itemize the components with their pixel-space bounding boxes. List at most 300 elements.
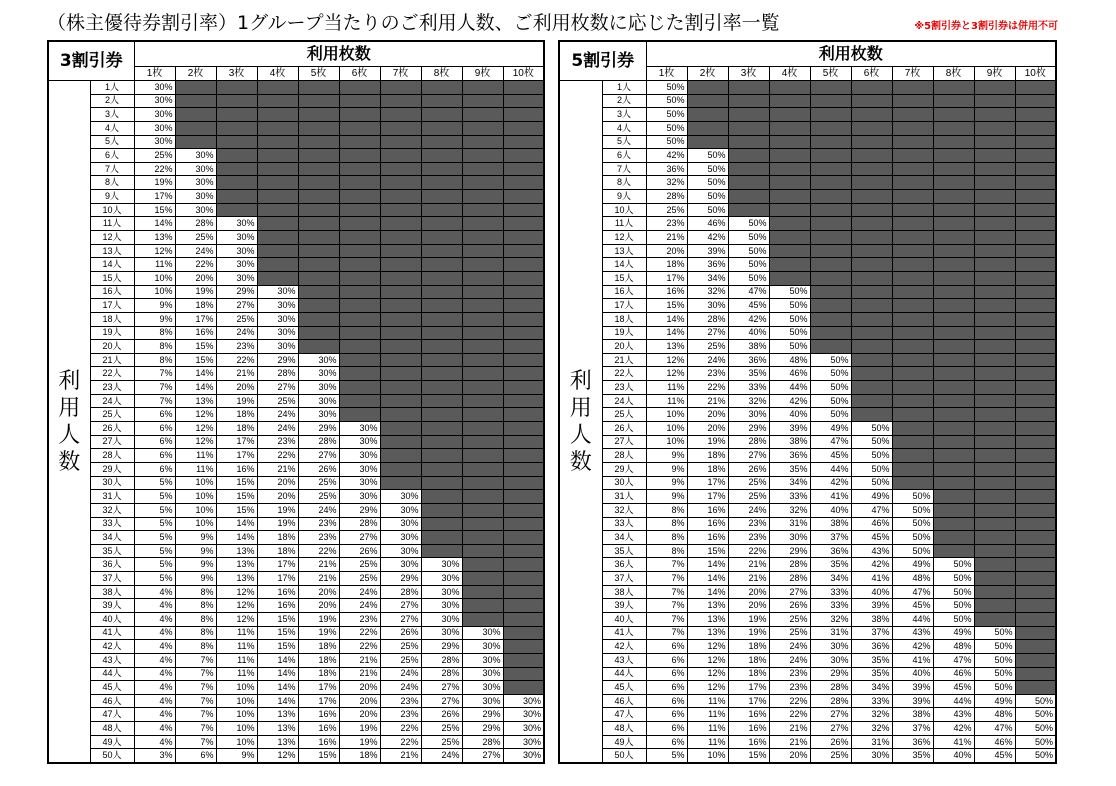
unavailable-cell	[339, 135, 380, 149]
unavailable-cell	[1015, 203, 1056, 217]
discount-rate-cell: 32%	[687, 285, 728, 299]
unavailable-cell	[421, 258, 462, 272]
discount-rate-cell: 37%	[892, 722, 933, 736]
unavailable-cell	[421, 162, 462, 176]
discount-rate-cell: 42%	[851, 558, 892, 572]
unavailable-cell	[1015, 462, 1056, 476]
discount-rate-cell: 29%	[380, 572, 421, 586]
table-row	[48, 503, 544, 517]
discount-rate-cell: 6%	[134, 449, 175, 463]
discount-rate-cell: 19%	[175, 285, 216, 299]
discount-rate-cell: 23%	[728, 531, 769, 545]
sheet-count-header: 9枚	[462, 67, 503, 81]
unavailable-cell	[892, 422, 933, 436]
discount-rate-cell: 20%	[728, 585, 769, 599]
discount-rate-cell: 14%	[134, 217, 175, 231]
unavailable-cell	[851, 94, 892, 108]
unavailable-cell	[1015, 353, 1056, 367]
unavailable-cell	[421, 490, 462, 504]
discount-rate-cell: 30%	[339, 435, 380, 449]
discount-rate-cell: 24%	[421, 749, 462, 763]
unavailable-cell	[974, 503, 1015, 517]
discount-rate-cell: 30%	[810, 640, 851, 654]
discount-rate-cell: 21%	[257, 462, 298, 476]
discount-rate-cell: 29%	[257, 353, 298, 367]
discount-rate-cell: 50%	[687, 162, 728, 176]
table-row	[48, 449, 544, 463]
unavailable-cell	[462, 312, 503, 326]
people-count-cell: 48人	[90, 722, 134, 736]
discount-rate-cell: 50%	[769, 340, 810, 354]
discount-rate-cell: 40%	[810, 503, 851, 517]
discount-rate-cell: 15%	[216, 503, 257, 517]
discount-rate-cell: 37%	[851, 626, 892, 640]
discount-rate-cell: 30%	[257, 312, 298, 326]
unavailable-cell	[810, 231, 851, 245]
people-count-cell: 41人	[90, 626, 134, 640]
discount-rate-cell: 16%	[298, 735, 339, 749]
discount-rate-cell: 16%	[646, 285, 687, 299]
unavailable-cell	[933, 394, 974, 408]
unavailable-cell	[421, 408, 462, 422]
discount-rate-cell: 27%	[257, 381, 298, 395]
table-row	[48, 394, 544, 408]
unavailable-cell	[216, 94, 257, 108]
people-count-cell: 19人	[90, 326, 134, 340]
discount-rate-cell: 28%	[810, 694, 851, 708]
discount-rate-cell: 15%	[687, 544, 728, 558]
unavailable-cell	[892, 231, 933, 245]
table-row	[559, 285, 1056, 299]
unavailable-cell	[421, 135, 462, 149]
discount-rate-cell: 7%	[175, 722, 216, 736]
discount-rate-cell: 36%	[810, 544, 851, 558]
discount-rate-cell: 22%	[380, 735, 421, 749]
unavailable-cell	[933, 285, 974, 299]
table-row	[559, 735, 1056, 749]
discount-rate-cell: 12%	[687, 640, 728, 654]
discount-rate-cell: 17%	[134, 190, 175, 204]
discount-rate-cell: 17%	[216, 435, 257, 449]
unavailable-cell	[1015, 299, 1056, 313]
table-row	[559, 572, 1056, 586]
table-row	[48, 258, 544, 272]
discount-rate-cell: 24%	[257, 422, 298, 436]
discount-rate-cell: 5%	[134, 558, 175, 572]
discount-rate-cell: 30%	[380, 544, 421, 558]
discount-rate-cell: 46%	[974, 735, 1015, 749]
discount-rate-cell: 16%	[257, 599, 298, 613]
discount-rate-cell: 33%	[810, 599, 851, 613]
discount-rate-cell: 16%	[298, 708, 339, 722]
table-row	[559, 531, 1056, 545]
table-row	[559, 121, 1056, 135]
unavailable-cell	[1015, 490, 1056, 504]
people-count-cell: 37人	[90, 572, 134, 586]
unavailable-cell	[462, 217, 503, 231]
table-row	[48, 422, 544, 436]
discount-rate-cell: 25%	[339, 572, 380, 586]
discount-rate-cell: 42%	[933, 722, 974, 736]
discount-rate-cell: 30%	[462, 640, 503, 654]
discount-rate-cell: 50%	[974, 626, 1015, 640]
discount-rate-cell: 22%	[769, 694, 810, 708]
people-count-cell: 46人	[90, 694, 134, 708]
discount-rate-cell: 12%	[687, 681, 728, 695]
table-row	[48, 517, 544, 531]
discount-rate-cell: 21%	[298, 572, 339, 586]
discount-rate-cell: 50%	[769, 299, 810, 313]
discount-rate-cell: 30%	[339, 422, 380, 436]
unavailable-cell	[892, 367, 933, 381]
unavailable-cell	[380, 149, 421, 163]
unavailable-cell	[974, 408, 1015, 422]
unavailable-cell	[1015, 626, 1056, 640]
unavailable-cell	[257, 258, 298, 272]
discount-rate-cell: 50%	[1015, 694, 1056, 708]
sheet-count-header: 5枚	[810, 67, 851, 81]
people-count-cell: 7人	[602, 162, 646, 176]
discount-rate-cell: 27%	[810, 722, 851, 736]
discount-rate-cell: 45%	[974, 749, 1015, 763]
people-count-cell: 10人	[90, 203, 134, 217]
table-row	[559, 708, 1056, 722]
discount-rate-cell: 13%	[687, 612, 728, 626]
discount-rate-cell: 50%	[851, 462, 892, 476]
discount-rate-cell: 22%	[728, 544, 769, 558]
discount-rate-cell: 28%	[687, 312, 728, 326]
unavailable-cell	[810, 162, 851, 176]
discount-rate-cell: 8%	[175, 626, 216, 640]
unavailable-cell	[339, 394, 380, 408]
unavailable-cell	[339, 176, 380, 190]
discount-rate-cell: 11%	[687, 735, 728, 749]
unavailable-cell	[810, 121, 851, 135]
discount-rate-cell: 3%	[134, 749, 175, 763]
unavailable-cell	[462, 162, 503, 176]
discount-rate-cell: 39%	[892, 694, 933, 708]
table-row	[48, 108, 544, 122]
unavailable-cell	[974, 544, 1015, 558]
table-row	[48, 353, 544, 367]
discount-rate-cell: 11%	[646, 381, 687, 395]
discount-rate-cell: 46%	[933, 667, 974, 681]
discount-rate-cell: 28%	[810, 681, 851, 695]
discount-rate-cell: 9%	[646, 462, 687, 476]
unavailable-cell	[1015, 367, 1056, 381]
discount-rate-cell: 28%	[421, 653, 462, 667]
discount-rate-cell: 50%	[892, 531, 933, 545]
discount-rate-cell: 24%	[339, 599, 380, 613]
unavailable-cell	[892, 462, 933, 476]
unavailable-cell	[298, 312, 339, 326]
discount-rate-cell: 7%	[646, 585, 687, 599]
table-row	[48, 585, 544, 599]
unavailable-cell	[728, 135, 769, 149]
unavailable-cell	[339, 340, 380, 354]
unavailable-cell	[974, 599, 1015, 613]
discount-rate-cell: 50%	[687, 176, 728, 190]
discount-rate-cell: 7%	[646, 558, 687, 572]
discount-rate-cell: 7%	[646, 599, 687, 613]
table-row	[559, 340, 1056, 354]
discount-rate-cell: 22%	[298, 544, 339, 558]
discount-rate-cell: 12%	[134, 244, 175, 258]
unavailable-cell	[380, 203, 421, 217]
discount-rate-cell: 13%	[687, 599, 728, 613]
discount-rate-cell: 50%	[851, 476, 892, 490]
discount-rate-cell: 42%	[646, 149, 687, 163]
discount-rate-cell: 29%	[728, 422, 769, 436]
unavailable-cell	[462, 612, 503, 626]
unavailable-cell	[421, 231, 462, 245]
discount-rate-cell: 50%	[810, 367, 851, 381]
table-row	[48, 149, 544, 163]
people-count-cell: 43人	[602, 653, 646, 667]
discount-rate-cell: 11%	[216, 667, 257, 681]
discount-rate-cell: 20%	[646, 244, 687, 258]
discount-rate-cell: 22%	[687, 381, 728, 395]
discount-rate-cell: 33%	[851, 694, 892, 708]
unavailable-cell	[298, 299, 339, 313]
discount-rate-cell: 39%	[851, 599, 892, 613]
discount-rate-cell: 40%	[728, 326, 769, 340]
unavailable-cell	[974, 94, 1015, 108]
unavailable-cell	[503, 258, 544, 272]
unavailable-cell	[933, 449, 974, 463]
unavailable-cell	[462, 422, 503, 436]
discount-rate-cell: 50%	[810, 394, 851, 408]
unavailable-cell	[339, 81, 380, 95]
unavailable-cell	[175, 94, 216, 108]
discount-rate-cell: 32%	[646, 176, 687, 190]
unavailable-cell	[851, 81, 892, 95]
unavailable-cell	[503, 503, 544, 517]
table-row	[559, 490, 1056, 504]
table-row	[559, 653, 1056, 667]
unavailable-cell	[892, 271, 933, 285]
unavailable-cell	[974, 449, 1015, 463]
sheet-count-header: 9枚	[974, 67, 1015, 81]
table-row	[559, 299, 1056, 313]
people-count-cell: 50人	[90, 749, 134, 763]
discount-rate-cell: 4%	[134, 694, 175, 708]
discount-rate-cell: 22%	[257, 449, 298, 463]
discount-rate-cell: 11%	[687, 722, 728, 736]
discount-rate-cell: 30%	[134, 94, 175, 108]
unavailable-cell	[974, 149, 1015, 163]
table-row	[48, 667, 544, 681]
discount-rate-cell: 14%	[687, 558, 728, 572]
unavailable-cell	[974, 271, 1015, 285]
people-count-cell: 4人	[90, 121, 134, 135]
unavailable-cell	[380, 326, 421, 340]
discount-rate-cell: 50%	[974, 653, 1015, 667]
discount-rate-cell: 10%	[134, 271, 175, 285]
discount-rate-cell: 18%	[728, 667, 769, 681]
discount-rate-cell: 19%	[728, 626, 769, 640]
people-count-cell: 1人	[90, 81, 134, 95]
people-count-cell: 25人	[90, 408, 134, 422]
people-count-cell: 13人	[602, 244, 646, 258]
discount-rate-cell: 30%	[134, 81, 175, 95]
people-count-cell: 22人	[602, 367, 646, 381]
table-row	[559, 544, 1056, 558]
discount-rate-cell: 25%	[298, 476, 339, 490]
unavailable-cell	[298, 244, 339, 258]
discount-rate-cell: 12%	[687, 667, 728, 681]
unavailable-cell	[216, 190, 257, 204]
discount-rate-cell: 46%	[769, 367, 810, 381]
unavailable-cell	[503, 667, 544, 681]
table-row	[48, 381, 544, 395]
unavailable-cell	[339, 353, 380, 367]
unavailable-cell	[974, 176, 1015, 190]
discount-rate-cell: 35%	[728, 367, 769, 381]
unavailable-cell	[503, 312, 544, 326]
discount-rate-cell: 31%	[851, 735, 892, 749]
people-count-cell: 24人	[90, 394, 134, 408]
sheet-count-header: 7枚	[380, 67, 421, 81]
table-row	[48, 694, 544, 708]
discount-rate-cell: 28%	[769, 558, 810, 572]
unavailable-cell	[462, 149, 503, 163]
unavailable-cell	[728, 149, 769, 163]
table-row	[48, 340, 544, 354]
unavailable-cell	[503, 285, 544, 299]
table-row	[559, 190, 1056, 204]
unavailable-cell	[851, 258, 892, 272]
people-count-cell: 30人	[90, 476, 134, 490]
unavailable-cell	[892, 108, 933, 122]
unavailable-cell	[1015, 326, 1056, 340]
discount-rate-cell: 28%	[421, 667, 462, 681]
discount-rate-cell: 30%	[216, 271, 257, 285]
unavailable-cell	[503, 94, 544, 108]
discount-rate-cell: 11%	[175, 462, 216, 476]
discount-rate-cell: 30%	[462, 681, 503, 695]
unavailable-cell	[851, 108, 892, 122]
unavailable-cell	[462, 121, 503, 135]
unavailable-cell	[974, 258, 1015, 272]
people-count-cell: 17人	[90, 299, 134, 313]
unavailable-cell	[503, 176, 544, 190]
unavailable-cell	[1015, 162, 1056, 176]
unavailable-cell	[1015, 108, 1056, 122]
discount-rate-cell: 50%	[810, 381, 851, 395]
unavailable-cell	[462, 108, 503, 122]
discount-rate-cell: 17%	[257, 558, 298, 572]
people-count-cell: 46人	[602, 694, 646, 708]
unavailable-cell	[462, 408, 503, 422]
discount-rate-cell: 30%	[503, 749, 544, 763]
table-row	[48, 326, 544, 340]
unavailable-cell	[462, 462, 503, 476]
people-count-cell: 26人	[90, 422, 134, 436]
discount-rate-cell: 5%	[646, 749, 687, 763]
discount-rate-cell: 6%	[646, 694, 687, 708]
discount-rate-cell: 38%	[810, 517, 851, 531]
table-row	[559, 81, 1056, 95]
discount-rate-cell: 50%	[892, 544, 933, 558]
unavailable-cell	[503, 135, 544, 149]
discount-rate-cell: 8%	[646, 517, 687, 531]
discount-rate-cell: 30%	[421, 612, 462, 626]
people-count-cell: 38人	[90, 585, 134, 599]
unavailable-cell	[421, 326, 462, 340]
discount-rate-cell: 4%	[134, 708, 175, 722]
unavailable-cell	[810, 149, 851, 163]
table-row	[48, 312, 544, 326]
unavailable-cell	[974, 285, 1015, 299]
discount-rate-cell: 22%	[134, 162, 175, 176]
discount-rate-cell: 23%	[298, 531, 339, 545]
unavailable-cell	[851, 408, 892, 422]
discount-rate-cell: 32%	[728, 394, 769, 408]
discount-rate-cell: 23%	[339, 612, 380, 626]
discount-rate-cell: 26%	[769, 599, 810, 613]
unavailable-cell	[892, 176, 933, 190]
unavailable-cell	[462, 135, 503, 149]
discount-rate-cell: 50%	[933, 612, 974, 626]
discount-rate-cell: 28%	[175, 217, 216, 231]
table-row	[559, 176, 1056, 190]
unavailable-cell	[892, 190, 933, 204]
unavailable-cell	[728, 94, 769, 108]
unavailable-cell	[298, 121, 339, 135]
discount-rate-cell: 9%	[646, 476, 687, 490]
discount-rate-cell: 36%	[728, 353, 769, 367]
discount-rate-cell: 10%	[175, 490, 216, 504]
table-row	[48, 722, 544, 736]
discount-rate-cell: 30%	[380, 490, 421, 504]
discount-rate-cell: 24%	[687, 353, 728, 367]
table-row	[559, 94, 1056, 108]
discount-rate-cell: 16%	[175, 326, 216, 340]
unavailable-cell	[728, 203, 769, 217]
unavailable-cell	[933, 340, 974, 354]
discount-rate-cell: 23%	[769, 681, 810, 695]
discount-rate-cell: 49%	[892, 558, 933, 572]
discount-rate-cell: 30%	[728, 408, 769, 422]
people-count-cell: 9人	[602, 190, 646, 204]
discount-rate-cell: 50%	[810, 408, 851, 422]
unavailable-cell	[933, 422, 974, 436]
sheet-count-title: 利用枚数	[646, 41, 1056, 67]
unavailable-cell	[769, 94, 810, 108]
people-count-cell: 5人	[90, 135, 134, 149]
table-row	[559, 626, 1056, 640]
discount-rate-cell: 14%	[687, 572, 728, 586]
discount-rate-cell: 50%	[769, 312, 810, 326]
discount-rate-cell: 50%	[687, 190, 728, 204]
unavailable-cell	[257, 81, 298, 95]
discount-rate-cell: 39%	[892, 681, 933, 695]
discount-rate-cell: 5%	[134, 517, 175, 531]
people-count-cell: 47人	[90, 708, 134, 722]
discount-rate-cell: 20%	[257, 490, 298, 504]
discount-rate-cell: 16%	[728, 708, 769, 722]
discount-rate-cell: 5%	[134, 476, 175, 490]
unavailable-cell	[503, 394, 544, 408]
discount-rate-cell: 24%	[339, 585, 380, 599]
discount-rate-cell: 38%	[728, 340, 769, 354]
discount-rate-cell: 10%	[216, 708, 257, 722]
discount-rate-cell: 14%	[175, 367, 216, 381]
discount-rate-cell: 24%	[380, 681, 421, 695]
unavailable-cell	[503, 231, 544, 245]
unavailable-cell	[380, 422, 421, 436]
